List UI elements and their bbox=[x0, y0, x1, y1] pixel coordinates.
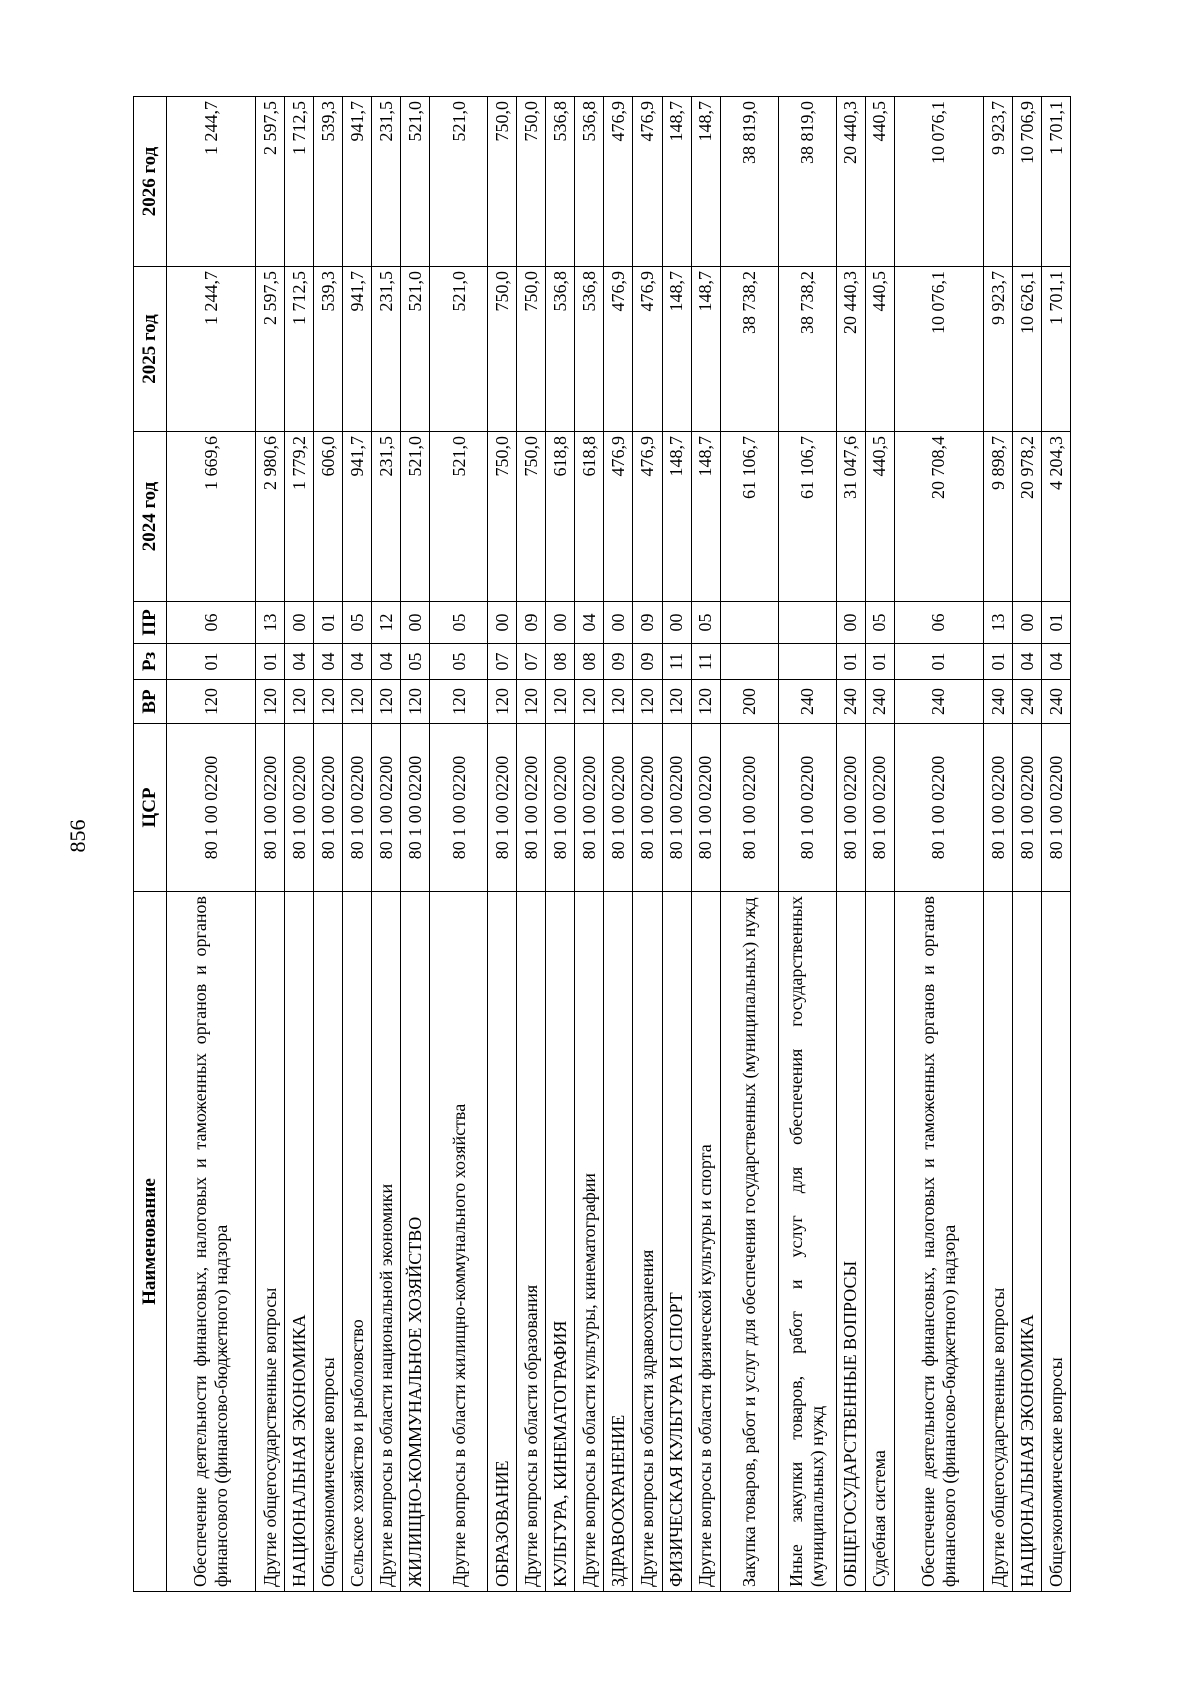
row-2024: 476,9 bbox=[633, 432, 662, 602]
row-2024: 1 669,6 bbox=[167, 432, 256, 602]
header-pr: ПР bbox=[134, 602, 167, 644]
row-csr: 80 1 00 02200 bbox=[488, 724, 517, 892]
row-2025: 9 923,7 bbox=[983, 267, 1012, 432]
row-pr: 01 bbox=[1041, 602, 1070, 644]
row-name: ОБЩЕГОСУДАРСТВЕННЫЕ ВОПРОСЫ bbox=[836, 892, 865, 1592]
row-2025: 539,3 bbox=[314, 267, 343, 432]
row-csr: 80 1 00 02200 bbox=[1041, 724, 1070, 892]
row-2024: 2 980,6 bbox=[256, 432, 285, 602]
table-row bbox=[1041, 97, 1070, 1592]
row-name: ЗДРАВООХРАНЕНИЕ bbox=[604, 892, 633, 1592]
row-2024: 31 047,6 bbox=[836, 432, 865, 602]
row-2025: 10 626,1 bbox=[1012, 267, 1041, 432]
row-2025: 750,0 bbox=[488, 267, 517, 432]
row-name: ОБРАЗОВАНИЕ bbox=[488, 892, 517, 1592]
row-2024: 148,7 bbox=[662, 432, 691, 602]
row-pr: 05 bbox=[430, 602, 488, 644]
table-row bbox=[285, 97, 314, 1592]
row-pr: 13 bbox=[256, 602, 285, 644]
row-csr: 80 1 00 02200 bbox=[575, 724, 604, 892]
budget-table bbox=[133, 96, 1071, 1592]
table-row bbox=[343, 97, 372, 1592]
row-2025: 476,9 bbox=[604, 267, 633, 432]
row-2024: 476,9 bbox=[604, 432, 633, 602]
table-body bbox=[167, 97, 1071, 1592]
row-2025: 536,8 bbox=[575, 267, 604, 432]
table-row bbox=[662, 97, 691, 1592]
row-rz: 01 bbox=[836, 644, 865, 680]
row-csr: 80 1 00 02200 bbox=[836, 724, 865, 892]
row-2025: 750,0 bbox=[517, 267, 546, 432]
row-csr: 80 1 00 02200 bbox=[517, 724, 546, 892]
row-vr: 120 bbox=[546, 680, 575, 724]
row-name: Другие вопросы в области образования bbox=[517, 892, 546, 1592]
row-rz: 07 bbox=[488, 644, 517, 680]
row-vr: 120 bbox=[256, 680, 285, 724]
row-csr: 80 1 00 02200 bbox=[401, 724, 430, 892]
row-name: Общеэкономические вопросы bbox=[314, 892, 343, 1592]
row-2025: 2 597,5 bbox=[256, 267, 285, 432]
row-2024: 9 898,7 bbox=[983, 432, 1012, 602]
row-rz: 04 bbox=[1041, 644, 1070, 680]
row-pr: 13 bbox=[983, 602, 1012, 644]
table-row bbox=[633, 97, 662, 1592]
row-2025: 521,0 bbox=[401, 267, 430, 432]
row-name: Другие вопросы в области жилищно-коммунального хозяйства bbox=[430, 892, 488, 1592]
row-rz: 11 bbox=[691, 644, 720, 680]
row-2024: 231,5 bbox=[372, 432, 401, 602]
row-name: Судебная система bbox=[865, 892, 894, 1592]
row-vr: 240 bbox=[836, 680, 865, 724]
row-2024: 20 708,4 bbox=[894, 432, 983, 602]
table-row bbox=[546, 97, 575, 1592]
row-2026: 20 440,3 bbox=[836, 97, 865, 267]
row-name: НАЦИОНАЛЬНАЯ ЭКОНОМИКА bbox=[285, 892, 314, 1592]
row-2024: 618,8 bbox=[546, 432, 575, 602]
header-2025: 2025 год bbox=[134, 267, 167, 432]
row-2024: 750,0 bbox=[488, 432, 517, 602]
row-rz: 01 bbox=[894, 644, 983, 680]
header-vr: ВР bbox=[134, 680, 167, 724]
row-2025: 521,0 bbox=[430, 267, 488, 432]
row-rz: 04 bbox=[285, 644, 314, 680]
row-name: НАЦИОНАЛЬНАЯ ЭКОНОМИКА bbox=[1012, 892, 1041, 1592]
table-row bbox=[314, 97, 343, 1592]
row-name: Другие вопросы в области здравоохранения bbox=[633, 892, 662, 1592]
row-2024: 941,7 bbox=[343, 432, 372, 602]
row-2024: 20 978,2 bbox=[1012, 432, 1041, 602]
row-2026: 750,0 bbox=[517, 97, 546, 267]
row-pr: 05 bbox=[691, 602, 720, 644]
row-rz: 01 bbox=[167, 644, 256, 680]
row-rz bbox=[778, 644, 836, 680]
row-rz: 08 bbox=[546, 644, 575, 680]
row-rz: 01 bbox=[865, 644, 894, 680]
row-rz: 04 bbox=[314, 644, 343, 680]
table-row bbox=[836, 97, 865, 1592]
row-name: КУЛЬТУРА, КИНЕМАТОГРАФИЯ bbox=[546, 892, 575, 1592]
row-pr bbox=[778, 602, 836, 644]
row-name: Другие общегосударственные вопросы bbox=[983, 892, 1012, 1592]
row-name: Обеспечение деятельности финансовых, налоговых и таможенных органов и органов финансового (финансово-бюджетного) надзора bbox=[894, 892, 983, 1592]
row-csr: 80 1 00 02200 bbox=[430, 724, 488, 892]
header-2026: 2026 год bbox=[134, 97, 167, 267]
row-2025: 1 244,7 bbox=[167, 267, 256, 432]
row-2026: 476,9 bbox=[633, 97, 662, 267]
row-2026: 440,5 bbox=[865, 97, 894, 267]
table-row bbox=[372, 97, 401, 1592]
row-vr: 200 bbox=[720, 680, 778, 724]
header-name: Наименование bbox=[134, 892, 167, 1592]
row-vr: 120 bbox=[343, 680, 372, 724]
row-vr: 120 bbox=[401, 680, 430, 724]
header-rz: Рз bbox=[134, 644, 167, 680]
row-pr: 04 bbox=[575, 602, 604, 644]
row-csr: 80 1 00 02200 bbox=[285, 724, 314, 892]
row-vr: 120 bbox=[691, 680, 720, 724]
row-csr: 80 1 00 02200 bbox=[865, 724, 894, 892]
row-vr: 120 bbox=[517, 680, 546, 724]
row-2024: 4 204,3 bbox=[1041, 432, 1070, 602]
header-2024: 2024 год bbox=[134, 432, 167, 602]
row-csr: 80 1 00 02200 bbox=[604, 724, 633, 892]
row-pr: 00 bbox=[836, 602, 865, 644]
row-pr: 12 bbox=[372, 602, 401, 644]
row-name: ФИЗИЧЕСКАЯ КУЛЬТУРА И СПОРТ bbox=[662, 892, 691, 1592]
row-2024: 148,7 bbox=[691, 432, 720, 602]
row-rz: 01 bbox=[983, 644, 1012, 680]
row-name: Другие вопросы в области физической культуры и спорта bbox=[691, 892, 720, 1592]
row-2025: 20 440,3 bbox=[836, 267, 865, 432]
row-name: Другие общегосударственные вопросы bbox=[256, 892, 285, 1592]
row-name: Обеспечение деятельности финансовых, налоговых и таможенных органов и органов финансового (финансово-бюджетного) надзора bbox=[167, 892, 256, 1592]
row-rz: 01 bbox=[256, 644, 285, 680]
row-2025: 148,7 bbox=[662, 267, 691, 432]
row-pr: 09 bbox=[517, 602, 546, 644]
row-2025: 10 076,1 bbox=[894, 267, 983, 432]
row-pr: 09 bbox=[633, 602, 662, 644]
row-pr: 00 bbox=[662, 602, 691, 644]
row-csr: 80 1 00 02200 bbox=[633, 724, 662, 892]
row-rz: 04 bbox=[343, 644, 372, 680]
table-row bbox=[517, 97, 546, 1592]
table-row bbox=[167, 97, 256, 1592]
row-name: ЖИЛИЩНО-КОММУНАЛЬНОЕ ХОЗЯЙСТВО bbox=[401, 892, 430, 1592]
row-2026: 750,0 bbox=[488, 97, 517, 267]
row-pr: 00 bbox=[488, 602, 517, 644]
row-2024: 750,0 bbox=[517, 432, 546, 602]
row-csr: 80 1 00 02200 bbox=[167, 724, 256, 892]
row-2026: 941,7 bbox=[343, 97, 372, 267]
table-row bbox=[488, 97, 517, 1592]
row-rz: 04 bbox=[1012, 644, 1041, 680]
row-csr: 80 1 00 02200 bbox=[662, 724, 691, 892]
row-2026: 148,7 bbox=[691, 97, 720, 267]
row-rz: 11 bbox=[662, 644, 691, 680]
row-2026: 148,7 bbox=[662, 97, 691, 267]
row-pr bbox=[720, 602, 778, 644]
row-vr: 120 bbox=[575, 680, 604, 724]
row-2024: 521,0 bbox=[401, 432, 430, 602]
row-rz: 09 bbox=[633, 644, 662, 680]
row-csr: 80 1 00 02200 bbox=[778, 724, 836, 892]
row-2026: 539,3 bbox=[314, 97, 343, 267]
row-rz: 07 bbox=[517, 644, 546, 680]
row-2026: 2 597,5 bbox=[256, 97, 285, 267]
row-vr: 240 bbox=[865, 680, 894, 724]
table-row bbox=[691, 97, 720, 1592]
row-2026: 536,8 bbox=[546, 97, 575, 267]
row-vr: 120 bbox=[662, 680, 691, 724]
row-2024: 606,0 bbox=[314, 432, 343, 602]
row-2026: 9 923,7 bbox=[983, 97, 1012, 267]
row-vr: 120 bbox=[488, 680, 517, 724]
table-row bbox=[894, 97, 983, 1592]
row-2026: 10 706,9 bbox=[1012, 97, 1041, 267]
row-vr: 120 bbox=[372, 680, 401, 724]
row-2024: 440,5 bbox=[865, 432, 894, 602]
row-2025: 536,8 bbox=[546, 267, 575, 432]
table-row bbox=[720, 97, 778, 1592]
row-rz: 08 bbox=[575, 644, 604, 680]
row-pr: 05 bbox=[343, 602, 372, 644]
row-vr: 120 bbox=[314, 680, 343, 724]
row-csr: 80 1 00 02200 bbox=[546, 724, 575, 892]
row-2026: 1 712,5 bbox=[285, 97, 314, 267]
row-csr: 80 1 00 02200 bbox=[691, 724, 720, 892]
row-2026: 231,5 bbox=[372, 97, 401, 267]
row-2025: 941,7 bbox=[343, 267, 372, 432]
row-pr: 00 bbox=[285, 602, 314, 644]
row-rz: 05 bbox=[401, 644, 430, 680]
row-pr: 00 bbox=[401, 602, 430, 644]
table-row bbox=[1012, 97, 1041, 1592]
row-pr: 00 bbox=[546, 602, 575, 644]
table-row bbox=[575, 97, 604, 1592]
row-csr: 80 1 00 02200 bbox=[720, 724, 778, 892]
row-2026: 38 819,0 bbox=[778, 97, 836, 267]
row-2025: 148,7 bbox=[691, 267, 720, 432]
row-csr: 80 1 00 02200 bbox=[983, 724, 1012, 892]
row-2025: 231,5 bbox=[372, 267, 401, 432]
row-2024: 61 106,7 bbox=[720, 432, 778, 602]
page-number: 856 bbox=[65, 819, 90, 853]
row-pr: 06 bbox=[167, 602, 256, 644]
row-vr: 120 bbox=[430, 680, 488, 724]
rotated-table-container bbox=[133, 97, 1071, 1592]
row-vr: 240 bbox=[1012, 680, 1041, 724]
row-2026: 536,8 bbox=[575, 97, 604, 267]
row-2024: 618,8 bbox=[575, 432, 604, 602]
row-vr: 120 bbox=[285, 680, 314, 724]
table-row bbox=[865, 97, 894, 1592]
row-name: Другие вопросы в области культуры, кинематографии bbox=[575, 892, 604, 1592]
row-vr: 240 bbox=[983, 680, 1012, 724]
row-2026: 521,0 bbox=[401, 97, 430, 267]
row-pr: 06 bbox=[894, 602, 983, 644]
row-csr: 80 1 00 02200 bbox=[256, 724, 285, 892]
row-2026: 521,0 bbox=[430, 97, 488, 267]
row-2024: 521,0 bbox=[430, 432, 488, 602]
row-name: Сельское хозяйство и рыболовство bbox=[343, 892, 372, 1592]
row-2025: 38 738,2 bbox=[720, 267, 778, 432]
row-rz bbox=[720, 644, 778, 680]
row-name: Другие вопросы в области национальной экономики bbox=[372, 892, 401, 1592]
row-2026: 1 701,1 bbox=[1041, 97, 1070, 267]
row-2025: 1 701,1 bbox=[1041, 267, 1070, 432]
row-csr: 80 1 00 02200 bbox=[314, 724, 343, 892]
row-2026: 1 244,7 bbox=[167, 97, 256, 267]
row-vr: 240 bbox=[894, 680, 983, 724]
row-2025: 440,5 bbox=[865, 267, 894, 432]
row-pr: 05 bbox=[865, 602, 894, 644]
row-2025: 1 712,5 bbox=[285, 267, 314, 432]
row-pr: 00 bbox=[1012, 602, 1041, 644]
row-2024: 61 106,7 bbox=[778, 432, 836, 602]
row-pr: 00 bbox=[604, 602, 633, 644]
row-vr: 240 bbox=[778, 680, 836, 724]
table-row bbox=[401, 97, 430, 1592]
row-csr: 80 1 00 02200 bbox=[343, 724, 372, 892]
row-csr: 80 1 00 02200 bbox=[372, 724, 401, 892]
row-rz: 09 bbox=[604, 644, 633, 680]
row-vr: 120 bbox=[604, 680, 633, 724]
row-2026: 38 819,0 bbox=[720, 97, 778, 267]
row-2026: 10 076,1 bbox=[894, 97, 983, 267]
table-row bbox=[983, 97, 1012, 1592]
row-csr: 80 1 00 02200 bbox=[894, 724, 983, 892]
row-vr: 120 bbox=[633, 680, 662, 724]
table-row bbox=[778, 97, 836, 1592]
table-row bbox=[430, 97, 488, 1592]
row-pr: 01 bbox=[314, 602, 343, 644]
row-2024: 1 779,2 bbox=[285, 432, 314, 602]
table-header-row bbox=[134, 97, 167, 1592]
row-name: Общеэкономические вопросы bbox=[1041, 892, 1070, 1592]
row-rz: 04 bbox=[372, 644, 401, 680]
row-2025: 38 738,2 bbox=[778, 267, 836, 432]
header-csr: ЦСР bbox=[134, 724, 167, 892]
table-row bbox=[256, 97, 285, 1592]
row-2025: 476,9 bbox=[633, 267, 662, 432]
row-vr: 240 bbox=[1041, 680, 1070, 724]
row-vr: 120 bbox=[167, 680, 256, 724]
row-csr: 80 1 00 02200 bbox=[1012, 724, 1041, 892]
row-name: Иные закупки товаров, работ и услуг для обеспечения государственных (муниципальных) нужд bbox=[778, 892, 836, 1592]
row-rz: 05 bbox=[430, 644, 488, 680]
table-row bbox=[604, 97, 633, 1592]
row-2026: 476,9 bbox=[604, 97, 633, 267]
row-name: Закупка товаров, работ и услуг для обеспечения государственных (муниципальных) нужд bbox=[720, 892, 778, 1592]
